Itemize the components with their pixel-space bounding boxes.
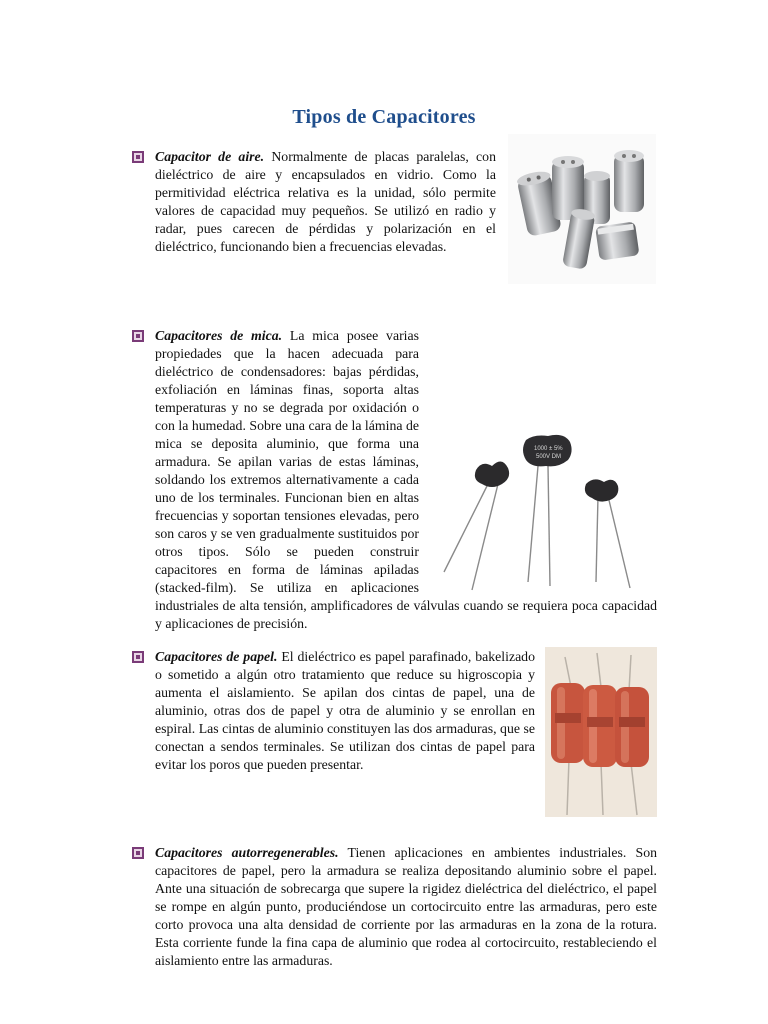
section-air-capacitor <box>155 148 496 256</box>
section-lead: Capacitor de aire. <box>155 149 265 164</box>
mica-capacitors-illustration <box>436 432 658 594</box>
section-text: La mica posee varias propiedades que la hacen adecuada para dieléctrico de condensadores: bajas pérdidas, exfoliación en láminas finas, soporta altas temperaturas y no se degrada por oxidación o con la humedad. Sobre una cara de la lámina de mica se deposita aluminio, que forma una armadura. Se apilan varias de estas láminas, soldando los extremos alternativamente a cada uno de los terminales. Funcionan bien en altas frecuencias y soportan tensiones elevadas, pero son caros y se ven gradualmente sustituidos por otros tipos. Sólo se pueden construir capacitores en forma de láminas apiladas (stacked-film). Se utiliza en aplicaciones industriales de alta tensión, amplificadores de válvulas cuando se requiera poca capacidad y aplicaciones de precisión. <box>155 328 657 631</box>
section-lead: Capacitores de mica. <box>155 328 283 343</box>
bullet-icon <box>132 330 144 342</box>
bullet-icon <box>132 151 144 163</box>
paper-capacitors-photo <box>545 647 657 817</box>
air-capacitors-illustration <box>508 134 656 284</box>
section-paper-capacitor <box>155 648 535 774</box>
section-lead: Capacitores de papel. <box>155 649 278 664</box>
mica-capacitors-photo <box>436 432 658 594</box>
paper-capacitors-illustration <box>545 647 657 817</box>
section-lead: Capacitores autorregenerables. <box>155 845 339 860</box>
mica-label: 500V DM <box>536 454 562 460</box>
section-text: Normalmente de placas paralelas, con dieléctrico de aire y encapsulados en vidrio. Como la permitividad eléctrica relativa es la unidad, sólo permite valores de capacidad muy pequeños. Se utilizó en radio y radar, pues carecen de pérdidas y polarización en el dieléctrico, funcionando bien a frecuencias elevadas. <box>155 149 496 254</box>
air-capacitors-photo <box>508 134 656 284</box>
bullet-icon <box>132 651 144 663</box>
section-text: Tienen aplicaciones en ambientes industriales. Son capacitores de papel, pero la armadura se realiza depositando aluminio sobre el papel. Ante una situación de sobrecarga que supere la rigidez dieléctrica del dieléctrico, el papel se rompe en algún punto, produciéndose un cortocircuito entre las armaduras, pero este corto provoca una alta densidad de corriente por las armaduras en la zona de la rotura. Esta corriente funde la fina capa de aluminio que rodea al cortocircuito, restableciendo el aislamiento entre las armaduras. <box>155 845 657 968</box>
paragraph <box>155 844 657 970</box>
page-title: Tipos de Capacitores <box>292 106 476 128</box>
section-self-healing-capacitor <box>155 844 657 970</box>
mica-label: 1000 ± 5% <box>534 446 563 452</box>
section-text: El dieléctrico es papel parafinado, bakelizado o sometido a algún otro tratamiento que reduce su higroscopia y aumenta el aislamiento. Se apilan dos cintas de papel, una de aluminio, otras dos de papel y otra de aluminio y se enrollan en espiral. Las cintas de aluminio constituyen las dos armaduras, que se conectan a sendos terminales. Se utilizan dos cintas de papel para evitar los poros que pueden presentar. <box>155 649 535 772</box>
bullet-icon <box>132 847 144 859</box>
paragraph <box>155 148 496 256</box>
paragraph <box>155 648 535 774</box>
